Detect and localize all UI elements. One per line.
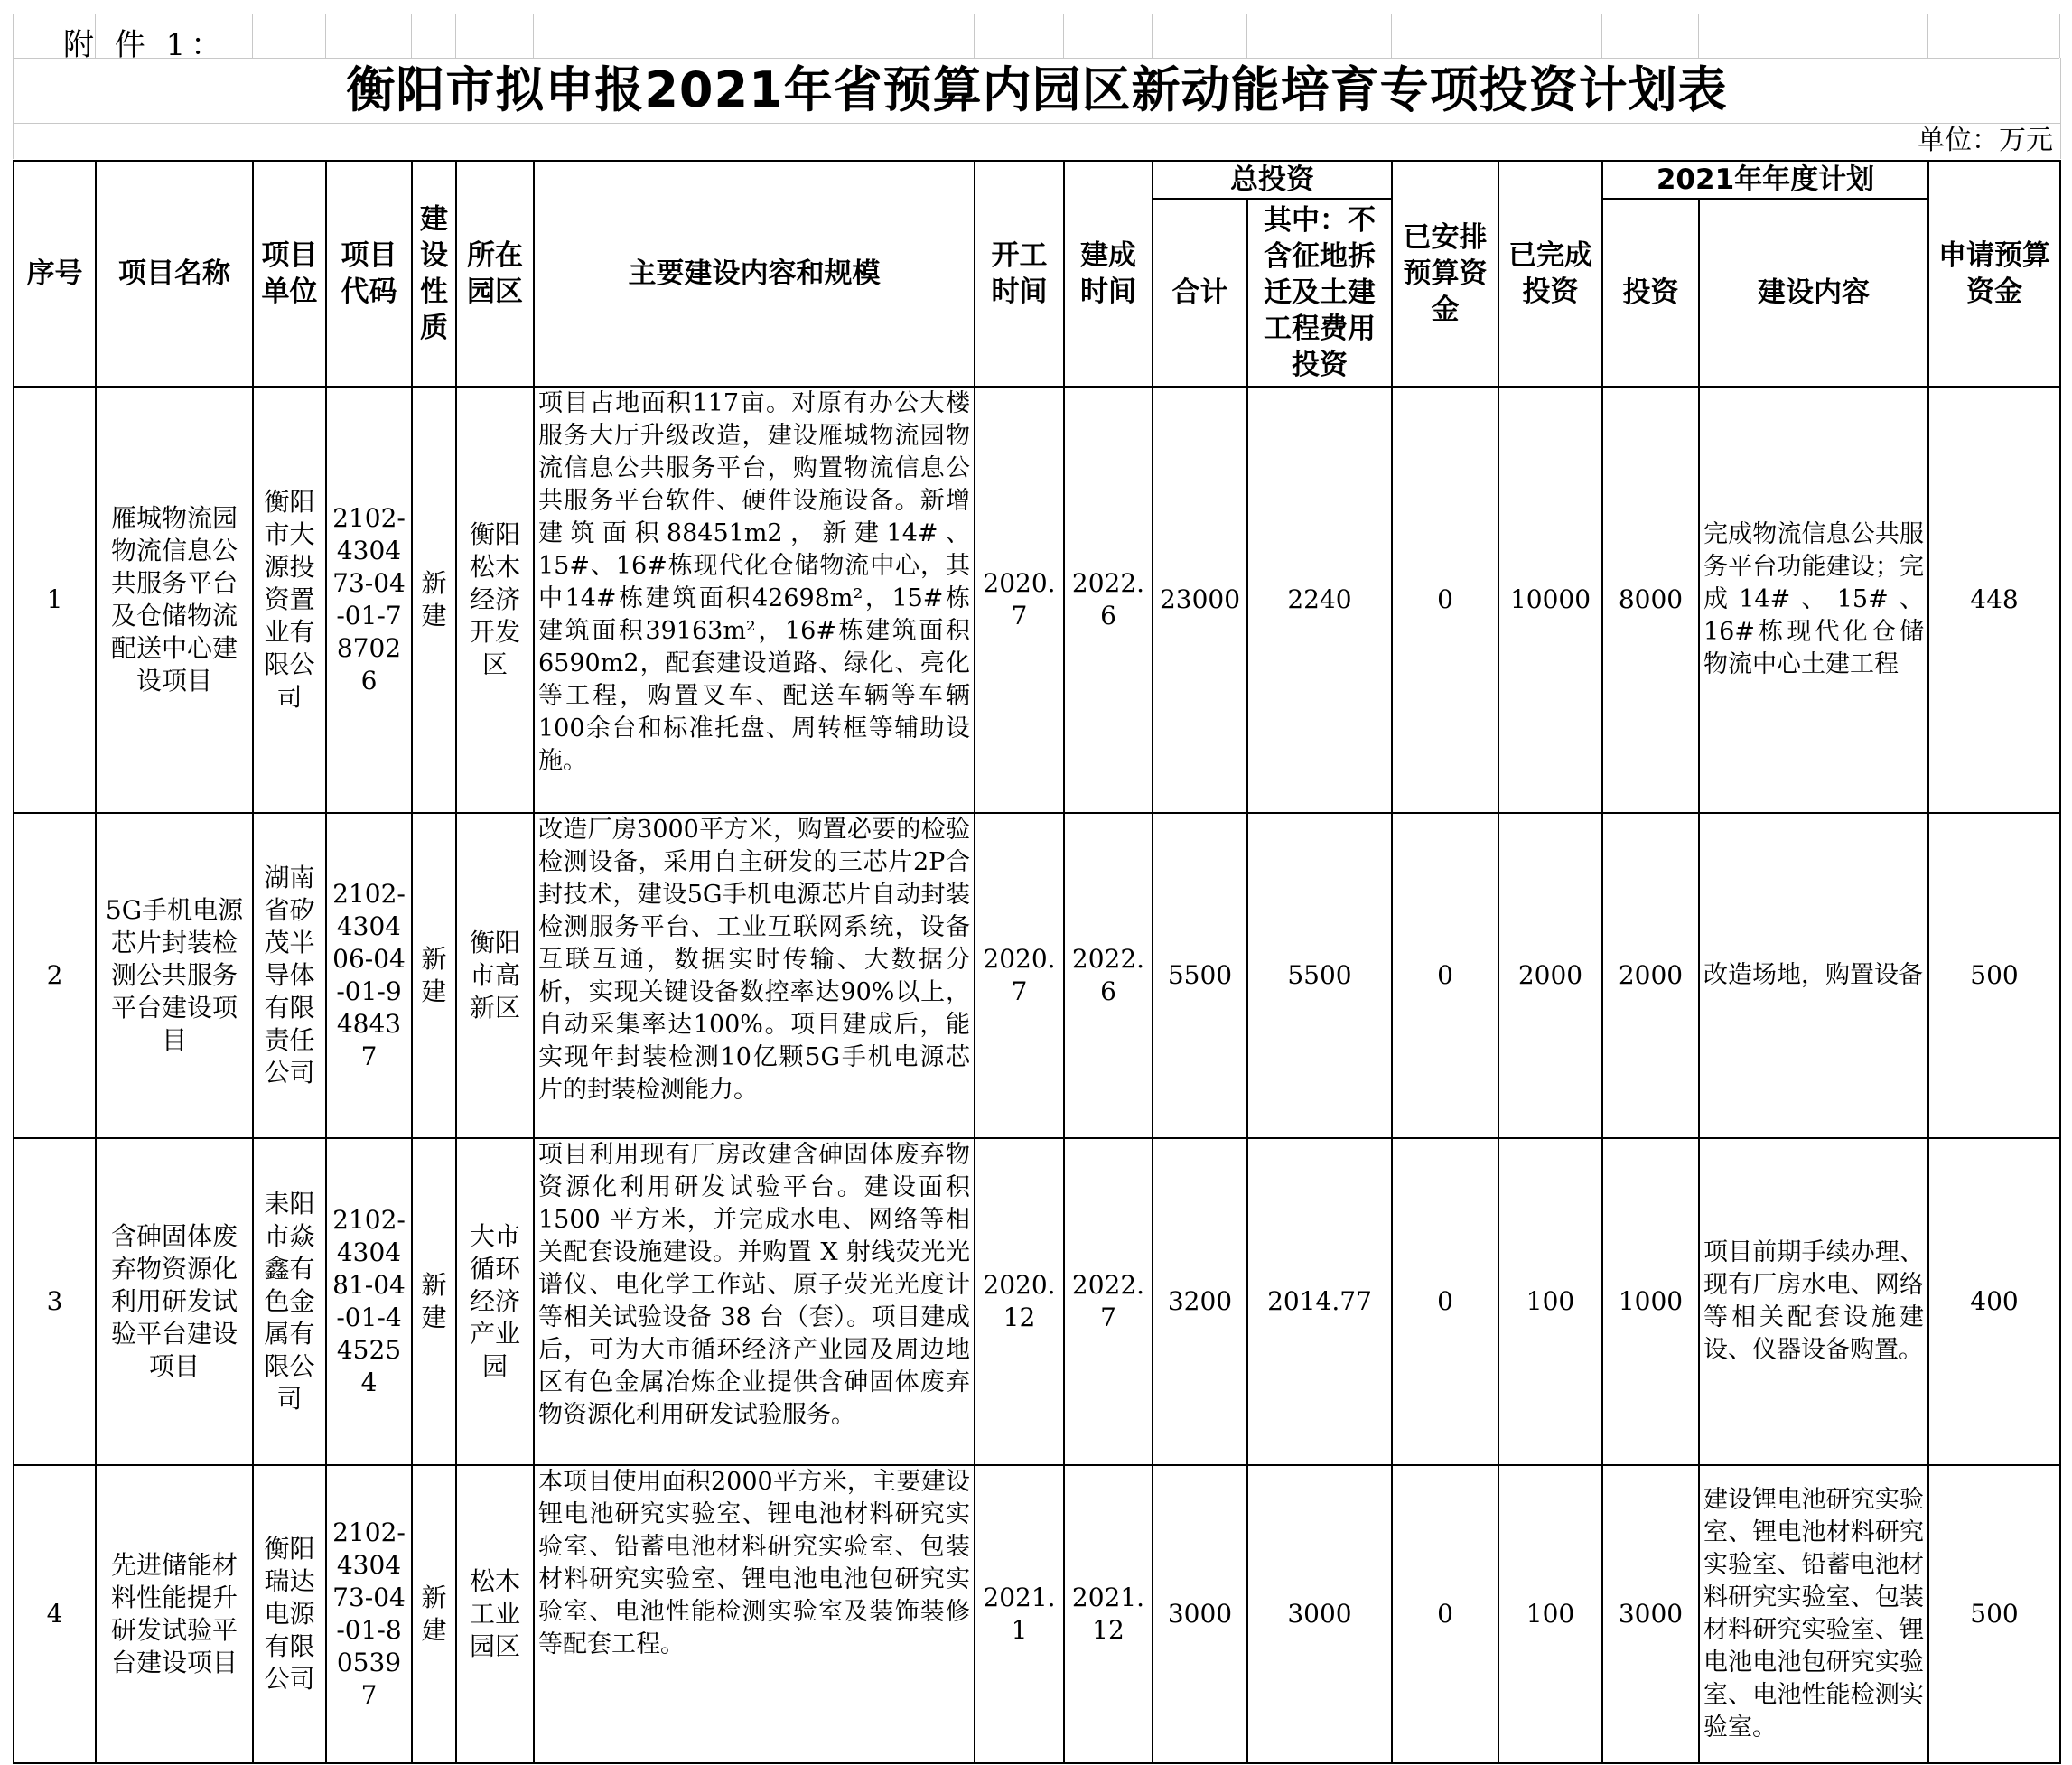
cell-build-type: 新建 bbox=[412, 387, 456, 813]
cell-finish-time: 2022.6 bbox=[1064, 387, 1153, 813]
cell-project-code: 2102-430473-04-01-805397 bbox=[326, 1465, 412, 1763]
col-header-seq: 序号 bbox=[14, 161, 96, 387]
col-header-requested-budget: 申请预算资金 bbox=[1928, 161, 2060, 387]
cell-project-name: 先进储能材料性能提升研发试验平台建设项目 bbox=[96, 1465, 253, 1763]
cell-content: 项目占地面积117亩。对原有办公大楼服务大厅升级改造，建设雁城物流园物流信息公共服务平台，购置物流信息公共服务平台软件、硬件设施设备。新增建筑面积88451m2，新建14#、15#、16#栋现代化仓储物流中心，其中14#栋建筑面积42698m²，15#栋建筑面积39163m²，16#栋建筑面积6590m2，配套建设道路、绿化、亮化等工程，购置叉车、配送车辆等车辆100余台和标准托盘、周转框等辅助设施。 bbox=[534, 387, 975, 813]
col-header-total: 合计 bbox=[1153, 199, 1247, 387]
col-header-finish-time: 建成时间 bbox=[1064, 161, 1153, 387]
col-header-build-type: 建设性质 bbox=[412, 161, 456, 387]
table-row bbox=[14, 387, 2060, 813]
cell-requested-budget: 500 bbox=[1928, 813, 2060, 1138]
cell-finish-time: 2021.12 bbox=[1064, 1465, 1153, 1763]
col-header-project-name: 项目名称 bbox=[96, 161, 253, 387]
table-row bbox=[14, 813, 2060, 1138]
col-header-completed-investment: 已完成投资 bbox=[1498, 161, 1602, 387]
cell-plan-content: 项目前期手续办理、现有厂房水电、网络等相关配套设施建设、仪器设备购置。 bbox=[1699, 1138, 1928, 1465]
cell-project-code: 2102-430406-04-01-948437 bbox=[326, 813, 412, 1138]
cell-arranged-budget: 0 bbox=[1392, 1465, 1498, 1763]
cell-total: 23000 bbox=[1153, 387, 1247, 813]
unit-label: 单位：万元 bbox=[1918, 125, 2053, 156]
header-row-1 bbox=[14, 161, 2060, 199]
page-title: 衡阳市拟申报2021年省预算内园区新动能培育专项投资计划表 bbox=[346, 61, 1728, 118]
cell-arranged-budget: 0 bbox=[1392, 387, 1498, 813]
col-header-annual-plan: 2021年年度计划 bbox=[1602, 161, 1928, 199]
cell-project-name: 含砷固体废弃物资源化利用研发试验平台建设项目 bbox=[96, 1138, 253, 1465]
cell-seq: 4 bbox=[14, 1465, 96, 1763]
col-header-project-unit: 项目单位 bbox=[253, 161, 326, 387]
cell-excluding: 5500 bbox=[1247, 813, 1392, 1138]
cell-total: 3000 bbox=[1153, 1465, 1247, 1763]
unit-row bbox=[13, 123, 2061, 159]
cell-finish-time: 2022.7 bbox=[1064, 1138, 1153, 1465]
cell-seq: 1 bbox=[14, 387, 96, 813]
title-row bbox=[13, 58, 2061, 124]
cell-park: 大市循环经济产业园 bbox=[456, 1138, 534, 1465]
cell-start-time: 2020.7 bbox=[975, 387, 1064, 813]
cell-plan-investment: 1000 bbox=[1602, 1138, 1699, 1465]
cell-excluding: 3000 bbox=[1247, 1465, 1392, 1763]
cell-park: 衡阳松木经济开发区 bbox=[456, 387, 534, 813]
cell-completed-investment: 10000 bbox=[1498, 387, 1602, 813]
cell-completed-investment: 100 bbox=[1498, 1138, 1602, 1465]
cell-start-time: 2021.1 bbox=[975, 1465, 1064, 1763]
cell-requested-budget: 400 bbox=[1928, 1138, 2060, 1465]
cell-total: 3200 bbox=[1153, 1138, 1247, 1465]
col-header-park: 所在园区 bbox=[456, 161, 534, 387]
cell-park: 松木工业园区 bbox=[456, 1465, 534, 1763]
cell-requested-budget: 448 bbox=[1928, 387, 2060, 813]
cell-content: 本项目使用面积2000平方米，主要建设锂电池研究实验室、锂电池材料研究实验室、铅蓄电池材料研究实验室、包装材料研究实验室、锂电池电池包研究实验室、电池性能检测实验室及装饰装修等配套工程。 bbox=[534, 1465, 975, 1763]
table-row bbox=[14, 1465, 2060, 1763]
cell-seq: 2 bbox=[14, 813, 96, 1138]
cell-project-code: 2102-430473-04-01-787026 bbox=[326, 387, 412, 813]
cell-build-type: 新建 bbox=[412, 1138, 456, 1465]
cell-content: 改造厂房3000平方米，购置必要的检验检测设备，采用自主研发的三芯片2P合封技术，建设5G手机电源芯片自动封装检测服务平台、工业互联网系统，设备互联互通，数据实时传输、大数据分析，实现关键设备数控率达90%以上，自动采集率达100%。项目建成后，能实现年封装检测10亿颗5G手机电源芯片的封装检测能力。 bbox=[534, 813, 975, 1138]
cell-plan-investment: 8000 bbox=[1602, 387, 1699, 813]
col-header-arranged-budget: 已安排预算资金 bbox=[1392, 161, 1498, 387]
col-header-plan-content: 建设内容 bbox=[1699, 199, 1928, 387]
cell-project-name: 雁城物流园物流信息公共服务平台及仓储物流配送中心建设项目 bbox=[96, 387, 253, 813]
attachment-label: 附 件 1： bbox=[63, 27, 228, 63]
col-header-project-code: 项目代码 bbox=[326, 161, 412, 387]
cell-park: 衡阳市高新区 bbox=[456, 813, 534, 1138]
cell-total: 5500 bbox=[1153, 813, 1247, 1138]
cell-excluding: 2240 bbox=[1247, 387, 1392, 813]
cell-excluding: 2014.77 bbox=[1247, 1138, 1392, 1465]
col-header-start-time: 开工时间 bbox=[975, 161, 1064, 387]
cell-plan-content: 建设锂电池研究实验室、锂电池材料研究实验室、铅蓄电池材料研究实验室、包装材料研究实验室、锂电池电池包研究实验室、电池性能检测实验室。 bbox=[1699, 1465, 1928, 1763]
cell-project-name: 5G手机电源芯片封装检测公共服务平台建设项目 bbox=[96, 813, 253, 1138]
cell-completed-investment: 2000 bbox=[1498, 813, 1602, 1138]
cell-content: 项目利用现有厂房改建含砷固体废弃物资源化利用研发试验平台。建设面积 1500 平方米，并完成水电、网络等相关配套设施建设。并购置 X 射线荧光光谱仪、电化学工作站、原子荧光光度计等相关试验设备 38 台（套）。项目建成后，可为大市循环经济产业园及周边地区有色金属冶炼企业提供含砷固体废弃物资源化利用研发试验服务。 bbox=[534, 1138, 975, 1465]
cell-project-unit: 湖南省矽茂半导体有限责任公司 bbox=[253, 813, 326, 1138]
cell-plan-investment: 3000 bbox=[1602, 1465, 1699, 1763]
cell-plan-content: 改造场地，购置设备 bbox=[1699, 813, 1928, 1138]
table-row bbox=[14, 1138, 2060, 1465]
cell-start-time: 2020.12 bbox=[975, 1138, 1064, 1465]
cell-project-unit: 衡阳瑞达电源有限公司 bbox=[253, 1465, 326, 1763]
cell-start-time: 2020.7 bbox=[975, 813, 1064, 1138]
cell-project-unit: 耒阳市焱鑫有色金属有限公司 bbox=[253, 1138, 326, 1465]
investment-plan-table bbox=[13, 160, 2061, 1764]
cell-project-unit: 衡阳市大源投资置业有限公司 bbox=[253, 387, 326, 813]
col-header-excluding: 其中：不含征地拆迁及土建工程费用投资 bbox=[1247, 199, 1392, 387]
attachment-row bbox=[13, 14, 2059, 59]
col-header-plan-investment: 投资 bbox=[1602, 199, 1699, 387]
cell-project-code: 2102-430481-04-01-445254 bbox=[326, 1138, 412, 1465]
col-header-total-investment: 总投资 bbox=[1153, 161, 1392, 199]
cell-completed-investment: 100 bbox=[1498, 1465, 1602, 1763]
cell-build-type: 新建 bbox=[412, 1465, 456, 1763]
cell-plan-investment: 2000 bbox=[1602, 813, 1699, 1138]
cell-requested-budget: 500 bbox=[1928, 1465, 2060, 1763]
cell-finish-time: 2022.6 bbox=[1064, 813, 1153, 1138]
cell-build-type: 新建 bbox=[412, 813, 456, 1138]
cell-seq: 3 bbox=[14, 1138, 96, 1465]
cell-arranged-budget: 0 bbox=[1392, 1138, 1498, 1465]
cell-plan-content: 完成物流信息公共服务平台功能建设；完成14#、15#、16#栋现代化仓储物流中心土建工程 bbox=[1699, 387, 1928, 813]
cell-arranged-budget: 0 bbox=[1392, 813, 1498, 1138]
col-header-content: 主要建设内容和规模 bbox=[534, 161, 975, 387]
